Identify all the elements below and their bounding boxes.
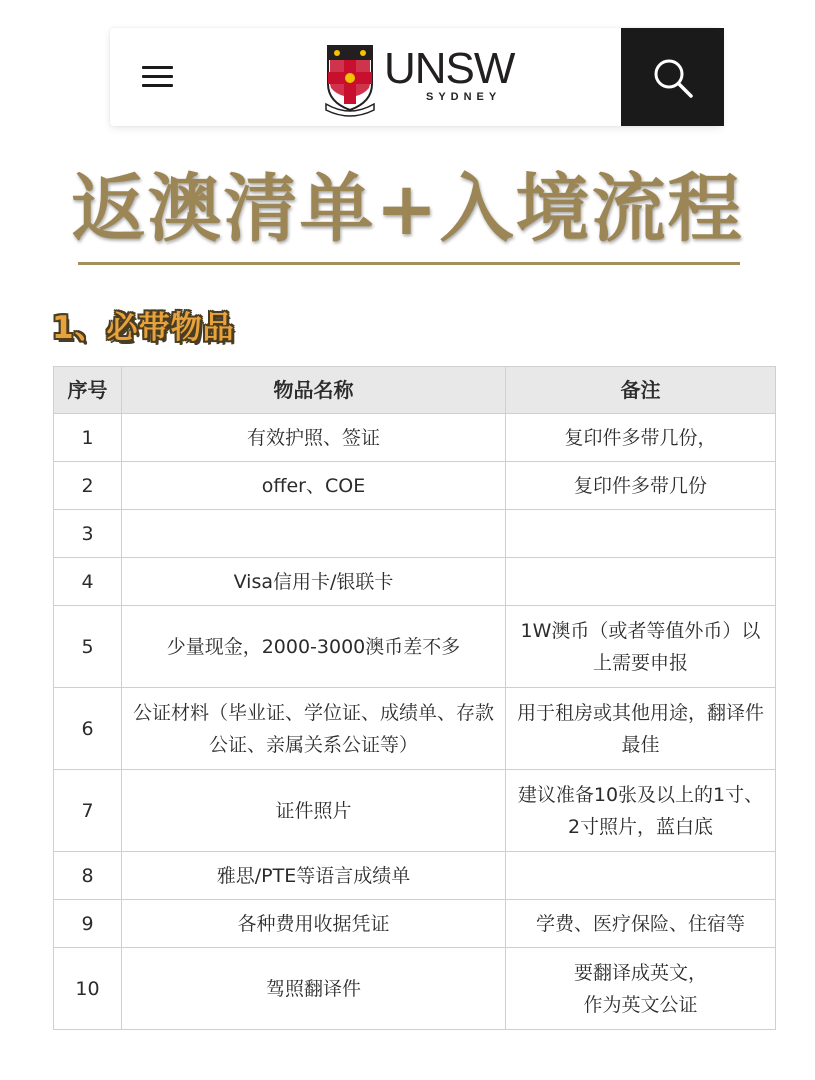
cell-no: 3 [54, 510, 122, 558]
cell-note [506, 510, 776, 558]
cell-note: 建议准备10张及以上的1寸、2寸照片，蓝白底 [506, 770, 776, 852]
table-row [54, 900, 776, 948]
cell-no: 7 [54, 770, 122, 852]
cell-no: 5 [54, 606, 122, 688]
logo-subtext: SYDNEY [426, 91, 502, 103]
cell-name: 证件照片 [122, 770, 506, 852]
table-row [54, 558, 776, 606]
hamburger-menu-icon-line [142, 84, 173, 87]
search-icon [652, 57, 694, 99]
cell-note: 学费、医疗保险、住宿等 [506, 900, 776, 948]
table-row [54, 606, 776, 688]
cell-no: 9 [54, 900, 122, 948]
cell-name: offer、COE [122, 462, 506, 510]
cell-note: 要翻译成英文， 作为英文公证 [506, 948, 776, 1030]
logo-wordmark: UNSW [384, 44, 515, 93]
cell-name [122, 510, 506, 558]
table-row [54, 770, 776, 852]
cell-name: 雅思/PTE等语言成绩单 [122, 852, 506, 900]
page-title: 返澳清单+入境流程 [71, 166, 744, 252]
table-row [54, 688, 776, 770]
section-heading: 1、必带物品 [52, 310, 235, 346]
header-name: 物品名称 [122, 367, 506, 414]
cell-no: 6 [54, 688, 122, 770]
cell-name: Visa信用卡/银联卡 [122, 558, 506, 606]
cell-note: 1W澳币（或者等值外币）以上需要申报 [506, 606, 776, 688]
unsw-crest-icon [324, 36, 376, 118]
search-button[interactable] [621, 28, 724, 126]
cell-no: 10 [54, 948, 122, 1030]
menu-button[interactable] [140, 62, 176, 92]
header-note: 备注 [506, 367, 776, 414]
table-row [54, 510, 776, 558]
cell-note: 用于租房或其他用途，翻译件最佳 [506, 688, 776, 770]
cell-note [506, 852, 776, 900]
cell-name: 有效护照、签证 [122, 414, 506, 462]
table-header-row [54, 367, 776, 414]
cell-no: 4 [54, 558, 122, 606]
items-table [53, 366, 776, 1030]
title-divider [78, 262, 740, 265]
header-no: 序号 [54, 367, 122, 414]
cell-note [506, 558, 776, 606]
unsw-logo[interactable] [324, 36, 514, 118]
cell-no: 2 [54, 462, 122, 510]
cell-no: 8 [54, 852, 122, 900]
cell-note: 复印件多带几份， [506, 414, 776, 462]
site-header [110, 28, 722, 126]
table-row [54, 852, 776, 900]
table-row [54, 948, 776, 1030]
cell-name: 驾照翻译件 [122, 948, 506, 1030]
cell-name: 公证材料（毕业证、学位证、成绩单、存款公证、亲属关系公证等） [122, 688, 506, 770]
cell-name: 少量现金，2000-3000澳币差不多 [122, 606, 506, 688]
hamburger-menu-icon-line [142, 75, 173, 78]
table-row [54, 414, 776, 462]
cell-no: 1 [54, 414, 122, 462]
hamburger-menu-icon [142, 66, 173, 69]
cell-name: 各种费用收据凭证 [122, 900, 506, 948]
table-row [54, 462, 776, 510]
cell-note: 复印件多带几份 [506, 462, 776, 510]
